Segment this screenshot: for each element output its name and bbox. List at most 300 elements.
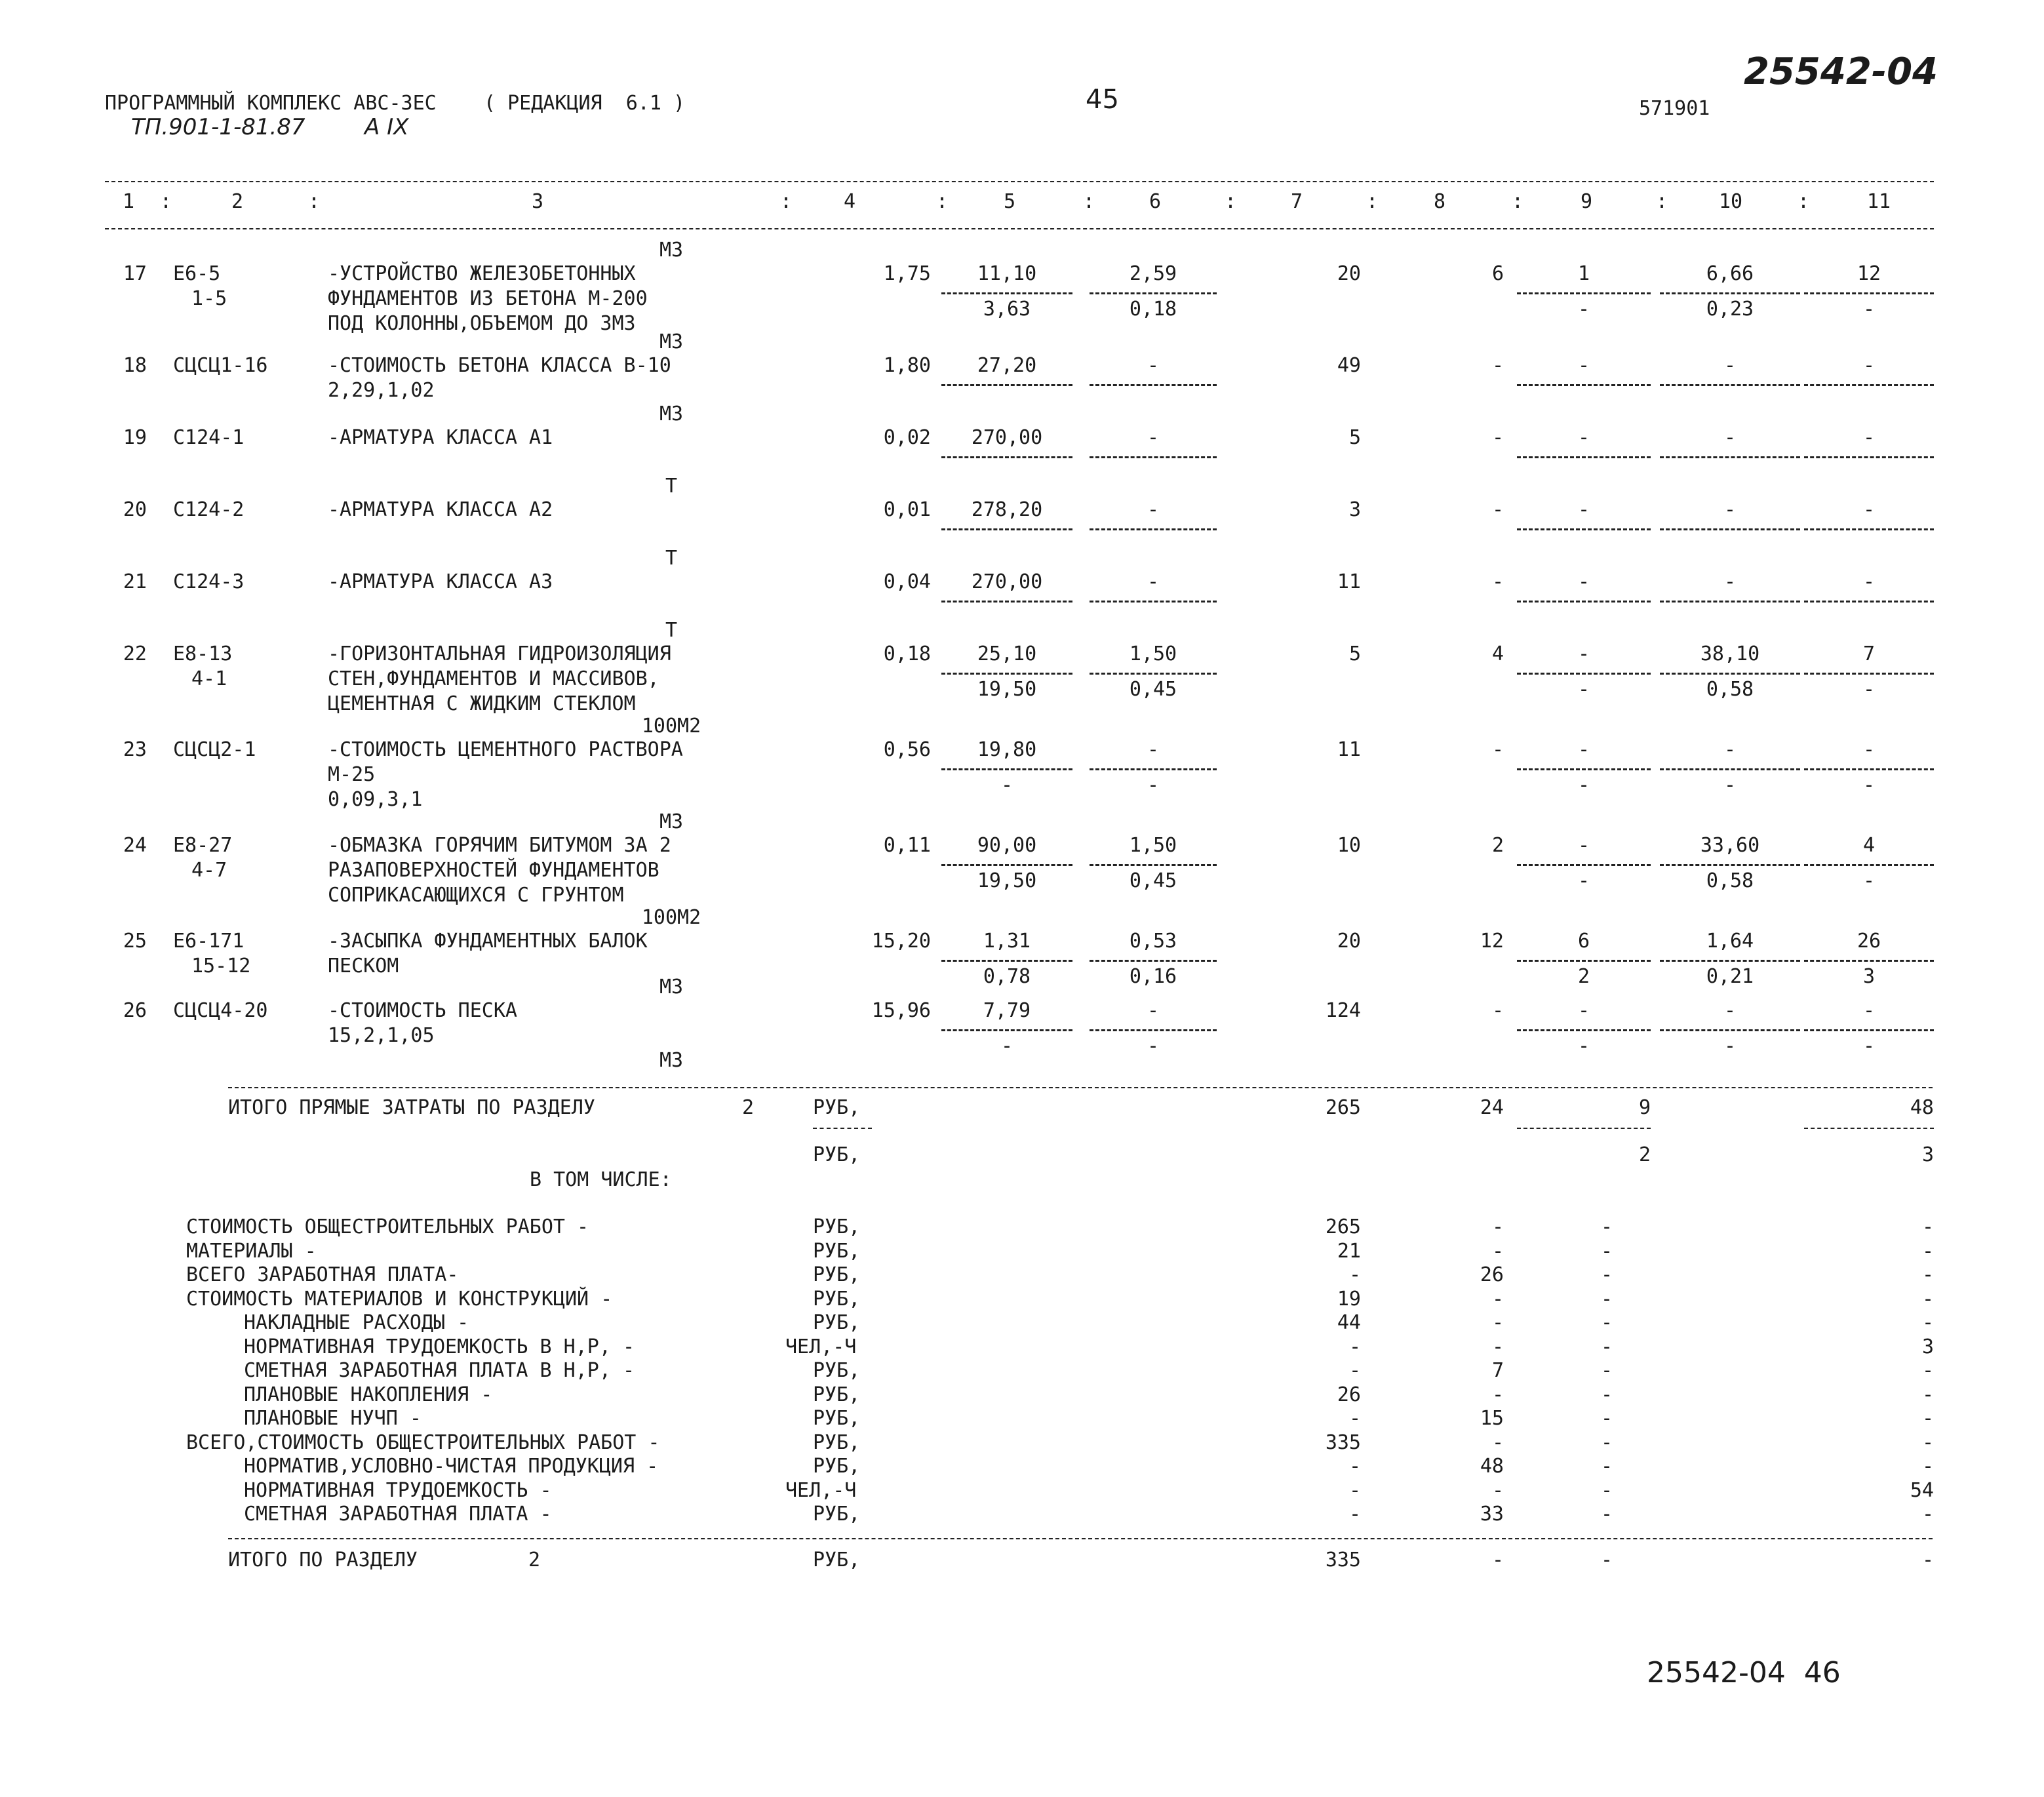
c10-value-bottom: - bbox=[1723, 1035, 1737, 1057]
summary-col9: - bbox=[1600, 1455, 1613, 1478]
c5-cell bbox=[941, 810, 1072, 896]
rate-code: С124-2 bbox=[173, 498, 245, 521]
rate-code-sub: 15-12 bbox=[191, 955, 251, 977]
c9-value-top: - bbox=[1577, 834, 1590, 857]
c11-cell bbox=[1804, 810, 1934, 896]
c11-divider bbox=[1804, 528, 1934, 530]
column-7-value: 11 bbox=[1337, 570, 1361, 593]
summary-col8: - bbox=[1491, 1431, 1504, 1454]
rate-code: С124-1 bbox=[173, 426, 245, 449]
section-total-col9: - bbox=[1600, 1549, 1613, 1571]
section-total-col7: 335 bbox=[1325, 1549, 1361, 1571]
c6-value-top: - bbox=[1147, 426, 1160, 449]
summary-label: НОРМАТИВ,УСЛОВНО-ЧИСТАЯ ПРОДУКЦИЯ - bbox=[244, 1455, 659, 1478]
unit-of-measure: М3 bbox=[659, 1049, 684, 1072]
column-8-value: - bbox=[1491, 999, 1504, 1022]
column-8-value: 2 bbox=[1491, 834, 1504, 857]
c6-cell bbox=[1090, 976, 1217, 1061]
column-8-value: 6 bbox=[1491, 262, 1504, 285]
c9-divider bbox=[1517, 384, 1651, 386]
c11-value-bottom: - bbox=[1862, 1035, 1876, 1057]
rate-code: Е8-13 bbox=[173, 642, 233, 665]
c9-cell bbox=[1517, 239, 1651, 324]
c5-divider bbox=[941, 960, 1072, 962]
column-7-value: 3 bbox=[1348, 498, 1361, 521]
column-number-label: 1 bbox=[122, 190, 135, 213]
c5-divider bbox=[941, 601, 1072, 602]
column-separator: : bbox=[1366, 190, 1379, 213]
c10-value-top: - bbox=[1723, 426, 1737, 449]
handwritten-stamp-top: 25542-04 bbox=[1744, 50, 1938, 93]
summary-col11: - bbox=[1921, 1383, 1934, 1406]
c11-value-top: 26 bbox=[1857, 930, 1881, 953]
work-description-line: 15,2,1,05 bbox=[328, 1024, 435, 1047]
direct-costs-total-label: ИТОГО ПРЯМЫЕ ЗАТРАТЫ ПО РАЗДЕЛУ bbox=[228, 1096, 595, 1119]
c6-value-top: - bbox=[1147, 738, 1160, 761]
c10-divider bbox=[1660, 528, 1800, 530]
c11-value-bottom: 3 bbox=[1862, 965, 1876, 988]
column-7-value: 5 bbox=[1348, 642, 1361, 665]
c5-divider bbox=[941, 456, 1072, 458]
c5-divider bbox=[941, 292, 1072, 294]
summary-col11: 54 bbox=[1910, 1479, 1934, 1502]
direct-costs-col11-bottom: 3 bbox=[1921, 1143, 1934, 1166]
c10-value-top: 38,10 bbox=[1700, 642, 1760, 665]
c6-cell bbox=[1090, 239, 1217, 324]
unit-of-measure: М3 bbox=[659, 976, 684, 998]
summary-col7: 19 bbox=[1337, 1288, 1361, 1311]
c5-divider bbox=[941, 864, 1072, 866]
work-description-line: ФУНДАМЕНТОВ ИЗ БЕТОНА М-200 bbox=[328, 287, 648, 310]
summary-label: СМЕТНАЯ ЗАРАБОТНАЯ ПЛАТА В Н,Р, - bbox=[244, 1359, 635, 1382]
column-7-value: 124 bbox=[1325, 999, 1361, 1022]
summary-col9: - bbox=[1600, 1215, 1613, 1238]
column-separator: : bbox=[160, 190, 172, 213]
c6-divider bbox=[1090, 384, 1217, 386]
c5-divider bbox=[941, 673, 1072, 675]
c5-value-top: 90,00 bbox=[977, 834, 1037, 857]
c10-cell bbox=[1660, 810, 1800, 896]
c9-divider bbox=[1517, 292, 1651, 294]
c10-divider bbox=[1660, 1029, 1800, 1031]
column-separator: : bbox=[780, 190, 793, 213]
c9-value-bottom: - bbox=[1577, 298, 1590, 321]
c10-cell bbox=[1660, 976, 1800, 1061]
summary-unit: РУБ, bbox=[813, 1263, 861, 1286]
c9-value-top: - bbox=[1577, 642, 1590, 665]
summary-unit: РУБ, bbox=[813, 1407, 861, 1430]
rate-code: Е6-171 bbox=[173, 930, 245, 953]
summary-label: МАТЕРИАЛЫ - bbox=[186, 1240, 317, 1263]
work-description-line: -ЗАСЫПКА ФУНДАМЕНТНЫХ БАЛОК bbox=[328, 930, 648, 953]
work-description-line: ПЕСКОМ bbox=[328, 955, 399, 977]
summary-col7: - bbox=[1348, 1503, 1361, 1526]
quantity: 0,18 bbox=[883, 642, 931, 665]
c6-divider bbox=[1090, 601, 1217, 602]
rate-code: С124-3 bbox=[173, 570, 245, 593]
c10-value-top: - bbox=[1723, 570, 1737, 593]
c11-value-top: - bbox=[1862, 426, 1876, 449]
column-8-value: 12 bbox=[1480, 930, 1504, 953]
summary-label: ПЛАНОВЫЕ НУЧП - bbox=[244, 1407, 422, 1430]
unit-of-measure: Т bbox=[665, 619, 678, 642]
rate-code: Е6-5 bbox=[173, 262, 221, 285]
c11-divider bbox=[1804, 768, 1934, 770]
summary-col8: - bbox=[1491, 1215, 1504, 1238]
c10-value-bottom: 0,58 bbox=[1706, 678, 1754, 701]
c11-divider bbox=[1804, 601, 1934, 602]
summary-col11: - bbox=[1921, 1215, 1934, 1238]
c5-divider bbox=[941, 1029, 1072, 1031]
c11-value-top: 4 bbox=[1862, 834, 1876, 857]
work-description-line: -АРМАТУРА КЛАССА А2 bbox=[328, 498, 553, 521]
unit-of-measure: Т bbox=[665, 547, 678, 570]
summary-col8: - bbox=[1491, 1311, 1504, 1334]
c10-value-top: 6,66 bbox=[1706, 262, 1754, 285]
summary-unit: РУБ, bbox=[813, 1359, 861, 1382]
c6-divider bbox=[1090, 960, 1217, 962]
column-8-value: - bbox=[1491, 354, 1504, 377]
work-description-line: -ОБМАЗКА ГОРЯЧИМ БИТУМОМ ЗА 2 bbox=[328, 834, 671, 857]
section-total-label: ИТОГО ПО РАЗДЕЛУ bbox=[228, 1549, 418, 1571]
c9-value-top: - bbox=[1577, 426, 1590, 449]
work-description-line: -СТОИМОСТЬ ЦЕМЕНТНОГО РАСТВОРА bbox=[328, 738, 683, 761]
summary-label: НОРМАТИВНАЯ ТРУДОЕМКОСТЬ - bbox=[244, 1479, 552, 1502]
c6-value-bottom: - bbox=[1147, 1035, 1160, 1057]
page-number: 45 bbox=[1086, 85, 1119, 115]
c11-value-bottom: - bbox=[1862, 678, 1876, 701]
column-number-label: 9 bbox=[1580, 190, 1593, 213]
summary-col7: - bbox=[1348, 1479, 1361, 1502]
row-number: 23 bbox=[123, 738, 147, 761]
summary-unit: РУБ, bbox=[813, 1311, 861, 1334]
c5-value-top: 19,80 bbox=[977, 738, 1037, 761]
column-7-value: 11 bbox=[1337, 738, 1361, 761]
summary-col8: - bbox=[1491, 1335, 1504, 1358]
column-number-label: 3 bbox=[531, 190, 544, 213]
section-total-col11: - bbox=[1921, 1549, 1934, 1571]
summary-col9: - bbox=[1600, 1263, 1613, 1286]
summary-col11: - bbox=[1921, 1431, 1934, 1454]
c6-divider bbox=[1090, 292, 1217, 294]
column-separator: : bbox=[1512, 190, 1524, 213]
c10-value-top: - bbox=[1723, 999, 1737, 1022]
c10-value-top: - bbox=[1723, 354, 1737, 377]
summary-label: ВСЕГО,СТОИМОСТЬ ОБЩЕСТРОИТЕЛЬНЫХ РАБОТ - bbox=[186, 1431, 660, 1454]
work-description-line: ПОД КОЛОННЫ,ОБЪЕМОМ ДО 3М3 bbox=[328, 312, 636, 335]
c11-divider bbox=[1804, 456, 1934, 458]
summary-unit: РУБ, bbox=[813, 1431, 861, 1454]
summary-col8: - bbox=[1491, 1479, 1504, 1502]
summary-col7: - bbox=[1348, 1335, 1361, 1358]
c9-value-top: - bbox=[1577, 999, 1590, 1022]
c10-cell bbox=[1660, 715, 1800, 800]
column-number-label: 4 bbox=[843, 190, 856, 213]
row-number: 21 bbox=[123, 570, 147, 593]
c11-value-top: - bbox=[1862, 354, 1876, 377]
c5-value-top: 270,00 bbox=[971, 426, 1043, 449]
c11-value-top: - bbox=[1862, 570, 1876, 593]
c11-value-bottom: - bbox=[1862, 869, 1876, 892]
quantity: 1,80 bbox=[883, 354, 931, 377]
column-separator: : bbox=[1656, 190, 1668, 213]
summary-unit: РУБ, bbox=[813, 1240, 861, 1263]
c9-value-top: 1 bbox=[1577, 262, 1590, 285]
quantity: 0,01 bbox=[883, 498, 931, 521]
c9-divider bbox=[1517, 864, 1651, 866]
c11-value-bottom: - bbox=[1862, 298, 1876, 321]
work-description-line: ЦЕМЕНТНАЯ С ЖИДКИМ СТЕКЛОМ bbox=[328, 692, 636, 715]
c9-value-bottom: 2 bbox=[1577, 965, 1590, 988]
unit-of-measure: М3 bbox=[659, 239, 684, 262]
c11-divider bbox=[1804, 1029, 1934, 1031]
c10-cell bbox=[1660, 619, 1800, 704]
c6-value-bottom: 0,16 bbox=[1129, 965, 1177, 988]
c5-value-top: 1,31 bbox=[983, 930, 1031, 953]
c11-value-bottom: - bbox=[1862, 774, 1876, 797]
summary-col9: - bbox=[1600, 1288, 1613, 1311]
summary-col7: 44 bbox=[1337, 1311, 1361, 1334]
col11-divider bbox=[1804, 1128, 1934, 1129]
summary-col8: 7 bbox=[1491, 1359, 1504, 1382]
row-number: 18 bbox=[123, 354, 147, 377]
column-separator: : bbox=[1798, 190, 1810, 213]
direct-costs-col9: 9 bbox=[1638, 1096, 1651, 1119]
column-number-label: 6 bbox=[1149, 190, 1162, 213]
c10-value-top: 1,64 bbox=[1706, 930, 1754, 953]
summary-col11: - bbox=[1921, 1407, 1934, 1430]
work-description-line: -АРМАТУРА КЛАССА А3 bbox=[328, 570, 553, 593]
rate-code-sub: 4-1 bbox=[191, 667, 227, 690]
unit-divider bbox=[813, 1128, 872, 1129]
unit-of-measure: М3 bbox=[659, 403, 684, 425]
summary-col9: - bbox=[1600, 1311, 1613, 1334]
section-total-rule bbox=[228, 1538, 1933, 1539]
summary-col9: - bbox=[1600, 1383, 1613, 1406]
c11-value-top: 7 bbox=[1862, 642, 1876, 665]
work-description-line: М-25 bbox=[328, 763, 376, 786]
c5-cell bbox=[941, 239, 1072, 324]
c9-divider bbox=[1517, 768, 1651, 770]
column-number-label: 8 bbox=[1433, 190, 1446, 213]
summary-col8: 33 bbox=[1480, 1503, 1504, 1526]
c5-cell bbox=[941, 619, 1072, 704]
c10-divider bbox=[1660, 456, 1800, 458]
direct-costs-col8: 24 bbox=[1480, 1096, 1504, 1119]
rate-code: СЦСЦ1-16 bbox=[173, 354, 268, 377]
column-8-value: - bbox=[1491, 570, 1504, 593]
c6-cell bbox=[1090, 715, 1217, 800]
unit-of-measure: М3 bbox=[659, 810, 684, 833]
unit-of-measure: 100М2 bbox=[641, 906, 701, 929]
column-number-label: 2 bbox=[231, 190, 244, 213]
c9-divider bbox=[1517, 673, 1651, 675]
summary-col7: 265 bbox=[1325, 1215, 1361, 1238]
header-rule-bottom bbox=[105, 228, 1934, 229]
summary-unit: РУБ, bbox=[813, 1288, 861, 1311]
c6-value-bottom: 0,18 bbox=[1129, 298, 1177, 321]
summary-label: ВСЕГО ЗАРАБОТНАЯ ПЛАТА- bbox=[186, 1263, 459, 1286]
c5-value-top: 270,00 bbox=[971, 570, 1043, 593]
c11-divider bbox=[1804, 960, 1934, 962]
quantity: 0,02 bbox=[883, 426, 931, 449]
quantity: 15,96 bbox=[871, 999, 931, 1022]
c6-cell bbox=[1090, 810, 1217, 896]
summary-col9: - bbox=[1600, 1503, 1613, 1526]
c6-divider bbox=[1090, 1029, 1217, 1031]
c10-value-bottom: 0,58 bbox=[1706, 869, 1754, 892]
summary-label: СМЕТНАЯ ЗАРАБОТНАЯ ПЛАТА - bbox=[244, 1503, 552, 1526]
row-number: 24 bbox=[123, 834, 147, 857]
c10-value-bottom: 0,23 bbox=[1706, 298, 1754, 321]
rate-code-sub: 1-5 bbox=[191, 287, 227, 310]
column-8-value: 4 bbox=[1491, 642, 1504, 665]
summary-unit: ЧЕЛ,-Ч bbox=[785, 1479, 857, 1502]
c11-divider bbox=[1804, 673, 1934, 675]
work-description-line: -АРМАТУРА КЛАССА А1 bbox=[328, 426, 553, 449]
column-7-value: 49 bbox=[1337, 354, 1361, 377]
work-description-line: РАЗАПОВЕРХНОСТЕЙ ФУНДАМЕНТОВ bbox=[328, 859, 659, 882]
work-description-line: 0,09,3,1 bbox=[328, 788, 423, 811]
program-line: ПРОГРАММНЫЙ КОМПЛЕКС АВС-3ЕС ( РЕДАКЦИЯ 6.1 ) bbox=[105, 92, 686, 115]
c11-cell bbox=[1804, 619, 1934, 704]
direct-costs-col9-bottom: 2 bbox=[1638, 1143, 1651, 1166]
c9-value-top: - bbox=[1577, 738, 1590, 761]
c11-cell bbox=[1804, 239, 1934, 324]
c5-value-bottom: 19,50 bbox=[977, 869, 1037, 892]
c6-value-top: - bbox=[1147, 999, 1160, 1022]
c10-divider bbox=[1660, 673, 1800, 675]
summary-col8: 15 bbox=[1480, 1407, 1504, 1430]
quantity: 15,20 bbox=[871, 930, 931, 953]
summary-col7: - bbox=[1348, 1407, 1361, 1430]
summary-col9: - bbox=[1600, 1479, 1613, 1502]
c6-value-bottom: 0,45 bbox=[1129, 678, 1177, 701]
handwritten-stamp-bottom: 25542-04 46 bbox=[1647, 1656, 1841, 1689]
c10-divider bbox=[1660, 864, 1800, 866]
c10-cell bbox=[1660, 239, 1800, 324]
row-number: 22 bbox=[123, 642, 147, 665]
summary-col9: - bbox=[1600, 1240, 1613, 1263]
summary-unit: ЧЕЛ,-Ч bbox=[785, 1335, 857, 1358]
summary-col11: 3 bbox=[1921, 1335, 1934, 1358]
c6-value-top: 1,50 bbox=[1129, 642, 1177, 665]
c5-value-top: 7,79 bbox=[983, 999, 1031, 1022]
c9-cell bbox=[1517, 810, 1651, 896]
c11-value-top: - bbox=[1862, 498, 1876, 521]
c9-cell bbox=[1517, 619, 1651, 704]
column-separator: : bbox=[308, 190, 321, 213]
c9-value-bottom: - bbox=[1577, 869, 1590, 892]
c10-divider bbox=[1660, 292, 1800, 294]
c11-cell bbox=[1804, 976, 1934, 1061]
summary-col7: 26 bbox=[1337, 1383, 1361, 1406]
summary-unit: РУБ, bbox=[813, 1215, 861, 1238]
c9-cell bbox=[1517, 976, 1651, 1061]
c9-divider bbox=[1517, 528, 1651, 530]
summary-col8: - bbox=[1491, 1288, 1504, 1311]
c11-divider bbox=[1804, 384, 1934, 386]
summary-col11: - bbox=[1921, 1311, 1934, 1334]
c6-value-top: 2,59 bbox=[1129, 262, 1177, 285]
row-number: 17 bbox=[123, 262, 147, 285]
summary-col7: - bbox=[1348, 1455, 1361, 1478]
c10-value-bottom: 0,21 bbox=[1706, 965, 1754, 988]
c6-divider bbox=[1090, 768, 1217, 770]
column-8-value: - bbox=[1491, 426, 1504, 449]
c9-divider bbox=[1517, 960, 1651, 962]
quantity: 1,75 bbox=[883, 262, 931, 285]
c9-divider bbox=[1517, 1029, 1651, 1031]
summary-label: СТОИМОСТЬ ОБЩЕСТРОИТЕЛЬНЫХ РАБОТ - bbox=[186, 1215, 589, 1238]
column-number-label: 10 bbox=[1718, 190, 1743, 213]
summary-col11: - bbox=[1921, 1240, 1934, 1263]
summary-col11: - bbox=[1921, 1359, 1934, 1382]
c9-value-bottom: - bbox=[1577, 678, 1590, 701]
c6-value-top: 1,50 bbox=[1129, 834, 1177, 857]
c10-divider bbox=[1660, 384, 1800, 386]
direct-costs-unit: РУБ, bbox=[813, 1096, 861, 1119]
c9-cell bbox=[1517, 715, 1651, 800]
row-number: 19 bbox=[123, 426, 147, 449]
c6-value-top: 0,53 bbox=[1129, 930, 1177, 953]
summary-col8: 48 bbox=[1480, 1455, 1504, 1478]
summary-col8: - bbox=[1491, 1383, 1504, 1406]
c5-divider bbox=[941, 768, 1072, 770]
column-number-label: 5 bbox=[1003, 190, 1016, 213]
summary-label: НАКЛАДНЫЕ РАСХОДЫ - bbox=[244, 1311, 469, 1334]
document-code: 571901 bbox=[1639, 97, 1710, 120]
summary-col11: - bbox=[1921, 1455, 1934, 1478]
c6-value-top: - bbox=[1147, 570, 1160, 593]
unit-of-measure: М3 bbox=[659, 330, 684, 353]
work-description-line: СОПРИКАСАЮЩИХСЯ С ГРУНТОМ bbox=[328, 884, 624, 907]
c9-value-bottom: - bbox=[1577, 1035, 1590, 1057]
work-description-line: -УСТРОЙСТВО ЖЕЛЕЗОБЕТОННЫХ bbox=[328, 262, 636, 285]
section-total-unit: РУБ, bbox=[813, 1549, 861, 1571]
c10-value-top: - bbox=[1723, 738, 1737, 761]
summary-label: НОРМАТИВНАЯ ТРУДОЕМКОСТЬ В Н,Р, - bbox=[244, 1335, 635, 1358]
summary-col7: - bbox=[1348, 1359, 1361, 1382]
quantity: 0,04 bbox=[883, 570, 931, 593]
work-description-line: -СТОИМОСТЬ БЕТОНА КЛАССА В-10 bbox=[328, 354, 671, 377]
section-total-number: 2 bbox=[528, 1549, 541, 1571]
header-rule-top bbox=[105, 181, 1934, 182]
c9-value-bottom: - bbox=[1577, 774, 1590, 797]
row-number: 25 bbox=[123, 930, 147, 953]
summary-col7: 21 bbox=[1337, 1240, 1361, 1263]
rate-code: Е8-27 bbox=[173, 834, 233, 857]
c11-divider bbox=[1804, 864, 1934, 866]
column-separator: : bbox=[936, 190, 949, 213]
c10-value-top: - bbox=[1723, 498, 1737, 521]
column-number-label: 11 bbox=[1866, 190, 1891, 213]
c5-value-bottom: - bbox=[1000, 774, 1013, 797]
c5-value-top: 11,10 bbox=[977, 262, 1037, 285]
c5-divider bbox=[941, 384, 1072, 386]
c5-value-top: 25,10 bbox=[977, 642, 1037, 665]
summary-col7: 335 bbox=[1325, 1431, 1361, 1454]
c6-value-top: - bbox=[1147, 354, 1160, 377]
column-7-value: 10 bbox=[1337, 834, 1361, 857]
c6-value-bottom: - bbox=[1147, 774, 1160, 797]
c6-value-bottom: 0,45 bbox=[1129, 869, 1177, 892]
c10-value-bottom: - bbox=[1723, 774, 1737, 797]
c5-cell bbox=[941, 715, 1072, 800]
column-number-label: 7 bbox=[1290, 190, 1303, 213]
summary-col11: - bbox=[1921, 1288, 1934, 1311]
summary-col8: - bbox=[1491, 1240, 1504, 1263]
